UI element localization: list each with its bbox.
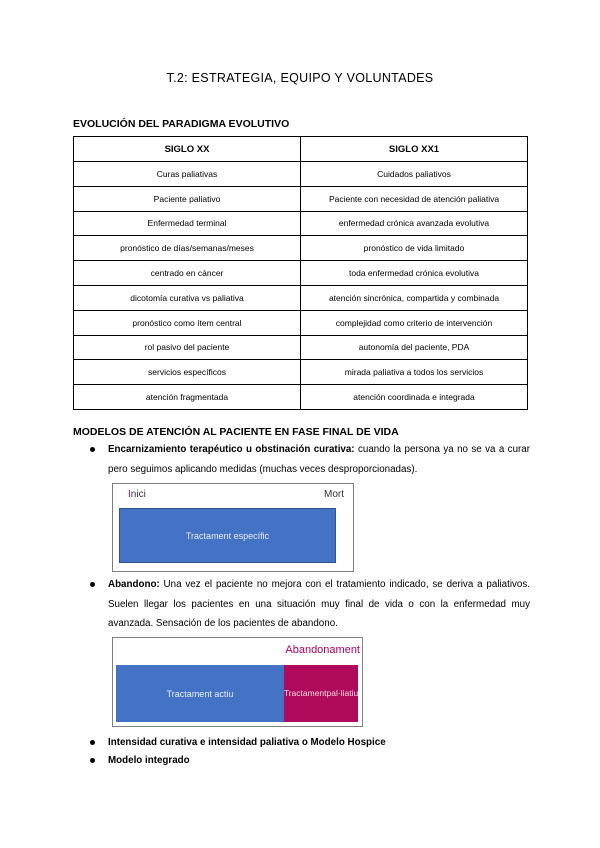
table-row (74, 310, 528, 335)
table-cell: Cuidados paliativos (301, 162, 528, 187)
list-item (90, 440, 530, 479)
page-title: T.2: ESTRATEGIA, EQUIPO Y VOLUNTADES (166, 71, 434, 85)
table-row (74, 360, 528, 385)
table-row (74, 335, 528, 360)
table-row (74, 285, 528, 310)
bullet-icon (90, 740, 95, 745)
comparison-table (73, 136, 528, 410)
table-cell: enfermedad crónica avanzada evolutiva (301, 211, 528, 236)
bullet-term: Abandono: (108, 579, 160, 590)
list-item (90, 575, 530, 634)
table-cell: Enfermedad terminal (74, 211, 301, 236)
table-cell: atención coordinada e integrada (301, 385, 528, 410)
table-cell: centrado en cáncer (74, 261, 301, 286)
bullet-icon (90, 758, 95, 763)
table-row (74, 186, 528, 211)
list-item (90, 733, 530, 753)
table-row (74, 385, 528, 410)
column-header: SIGLO XX1 (301, 137, 528, 162)
table-cell: Paciente paliativo (74, 186, 301, 211)
table-row (74, 162, 528, 187)
section-heading-models: MODELOS DE ATENCIÓN AL PACIENTE EN FASE FINAL DE VIDA (73, 426, 399, 438)
table-cell: Paciente con necesidad de atención paliativa (301, 186, 528, 211)
diagram-therapeutic-obstinacy (112, 483, 354, 572)
table-cell: autonomía del paciente, PDA (301, 335, 528, 360)
bullet-text: Modelo integrado (108, 755, 190, 766)
diagram-abandonment (112, 637, 363, 727)
bullet-text: Intensidad curativa e intensidad paliativa o Modelo Hospice (108, 737, 386, 748)
table-cell: atención sincrónica, compartida y combinada (301, 285, 528, 310)
table-cell: rol pasivo del paciente (74, 335, 301, 360)
table-cell: complejidad como criterio de intervención (301, 310, 528, 335)
bullet-icon (90, 582, 95, 587)
bullet-term: Encarnizamiento terapéutico u obstinación curativa: (108, 444, 355, 455)
table-cell: servicios específicos (74, 360, 301, 385)
bullet-text: Una vez el paciente no mejora con el tratamiento indicado, se deriva a paliativos. Suelen llegar los pacientes en una situación muy final de vida o con la enfermedad muy avanzada. Sensación de los pacientes de abandono. (108, 579, 530, 629)
abandonment-label: Abandonament (285, 644, 360, 656)
bullet-icon (90, 447, 95, 452)
table-cell: pronóstico como ítem central (74, 310, 301, 335)
table-cell: Curas paliativas (74, 162, 301, 187)
table-cell: dicotomía curativa vs paliativa (74, 285, 301, 310)
diagram-end-label: Mort (324, 489, 344, 500)
specific-treatment-bar: Tractament específic (119, 508, 336, 563)
section-heading-paradigm: EVOLUCIÓN DEL PARADIGMA EVOLUTIVO (73, 118, 290, 130)
table-cell: mirada paliativa a todos los servicios (301, 360, 528, 385)
palliative-treatment-bar: Tractament pal·liatiu (284, 665, 358, 722)
table-cell: pronóstico de vida limitado (301, 236, 528, 261)
table-cell: toda enfermedad crónica evolutiva (301, 261, 528, 286)
table-row (74, 261, 528, 286)
table-cell: pronóstico de días/semanas/meses (74, 236, 301, 261)
table-row (74, 211, 528, 236)
active-treatment-bar: Tractament actiu (116, 665, 284, 722)
list-item (90, 751, 530, 771)
table-header-row (74, 137, 528, 162)
bullet-text: cuando la persona ya no se va a curar pero seguimos aplicando medidas (muchas veces desproporcionadas). (108, 444, 530, 475)
diagram-start-label: Inici (128, 489, 146, 500)
table-cell: atención fragmentada (74, 385, 301, 410)
column-header: SIGLO XX (74, 137, 301, 162)
table-row (74, 236, 528, 261)
